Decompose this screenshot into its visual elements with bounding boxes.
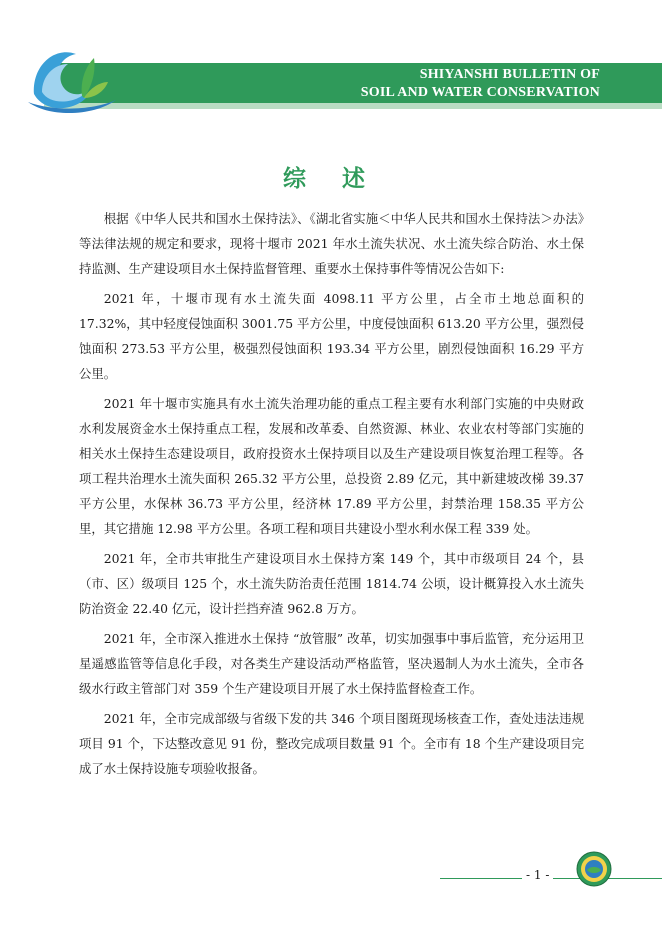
paragraph-verification: 2021 年，全市完成部级与省级下发的共 346 个项目图斑现场核查工作，查处违法违规项目 91 个，下达整改意见 91 份，整改完成项目数量 91 个。全市有 18 个生产建设项目完成了水土保持设施专项验收报备。	[79, 711, 584, 776]
paragraph-plan-approval: 2021 年，全市共审批生产建设项目水土保持方案 149 个，其中市级项目 24 个，县（市、区）级项目 125 个，水土流失防治责任范围 1814.74 公顷，设计概算投入水土流失防治资金 22.40 亿元，设计拦挡弃渣 962.8 万方。	[79, 551, 584, 616]
paragraph-erosion-status: 2021 年，十堰市现有水土流失面 4098.11 平方公里，占全市土地总面积的 17.32%，其中轻度侵蚀面积 3001.75 平方公里，中度侵蚀面积 613.20 平方公里，强烈侵蚀面积 273.53 平方公里，极强烈侵蚀面积 193.34 平方公里，剧烈侵蚀面积 16.29 平方公里。	[79, 291, 584, 381]
body-text	[79, 206, 584, 786]
water-drop-leaf-icon	[24, 36, 120, 118]
bulletin-title-line1: SHIYANSHI BULLETIN OF	[419, 67, 600, 82]
header-band-accent	[44, 103, 662, 109]
paragraph-supervision: 2021 年，全市深入推进水土保持 “放管服” 改革，切实加强事中事后监管，充分运用卫星遥感监管等信息化手段，对各类生产建设活动严格监管，坚决遏制人为水土流失，全市各级水行政主管部门对 359 个生产建设项目开展了水土保持监督检查工作。	[79, 631, 584, 696]
paragraph-intro: 根据《中华人民共和国水土保持法》、《湖北省实施＜中华人民共和国水土保持法＞办法》等法律法规的规定和要求，现将十堰市 2021 年水土流失状况、水土流失综合防治、水土保持监测、生产建设项目水土保持监督管理、重要水土保持事件等情况公告如下:	[79, 211, 584, 276]
bulletin-title	[361, 66, 600, 102]
page-title: 综 述	[282, 166, 379, 192]
paragraph-key-projects: 2021 年十堰市实施具有水土流失治理功能的重点工程主要有水利部门实施的中央财政水利发展资金水土保持重点工程，发展和改革委、自然资源、林业、农业农村等部门实施的相关水土保持生态建设项目，政府投资水土保持项目以及生产建设项目恢复治理工程等。各项工程共治理水土流失面积 265.32 平方公里，总投资 2.89 亿元，其中新建坡改梯 39.37 平方公里，水保林 36.73 平方公里，经济林 17.89 平方公里，封禁治理 158.35 平方公里，其它措施 12.98 平方公里。各项工程和项目共建设小型水利水保工程 339 处。	[79, 396, 584, 536]
page-number: - 1 -	[522, 868, 553, 882]
bureau-emblem-icon	[576, 851, 612, 887]
bulletin-title-line2: SOIL AND WATER CONSERVATION	[360, 85, 600, 100]
